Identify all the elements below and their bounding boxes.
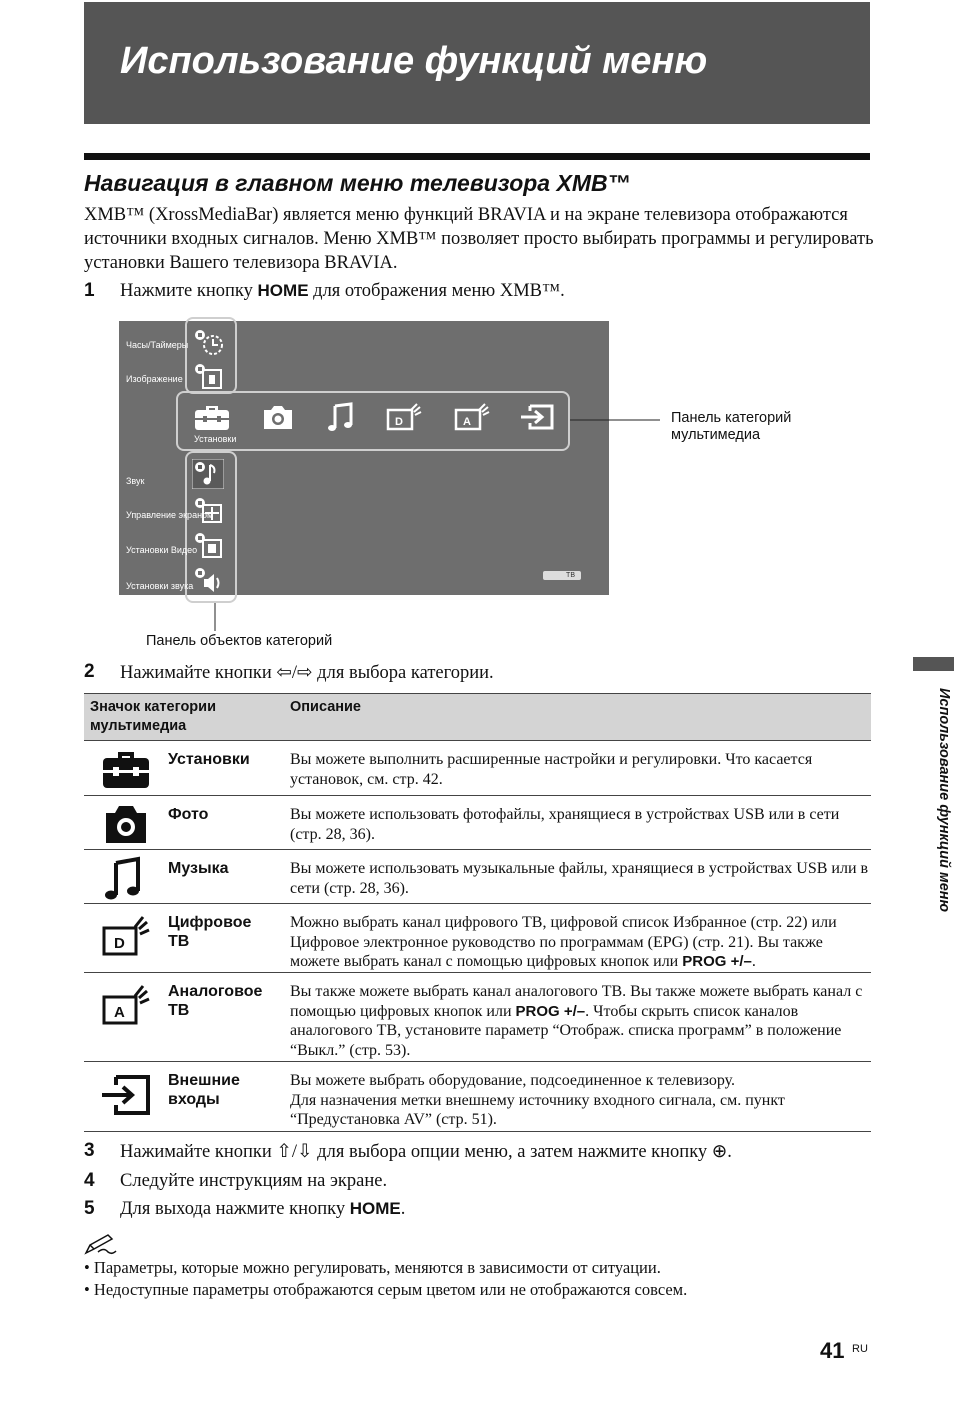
- camera-icon: [100, 801, 152, 847]
- section-title: Навигация в главном меню телевизора XMB™: [84, 170, 631, 196]
- svg-text:A: A: [114, 1004, 125, 1021]
- table-header: [84, 693, 871, 741]
- memo-pencil-icon: [84, 1233, 118, 1255]
- category-description: Вы также можете выбрать канал аналогового ТВ. Вы также можете выбрать канал с помощью цифровых кнопок или PROG +/–. Чтобы скрыть список каналов аналогового ТВ, установите параметр “Отображ. списка программ” в положение “Выкл.” (стр. 53).: [290, 983, 863, 1059]
- digital-tv-icon: [100, 912, 152, 958]
- category-name: Музыка: [168, 860, 229, 877]
- selected-category-label: Установки: [194, 434, 237, 444]
- menu-item-screen-control: Управление экраном: [126, 510, 214, 520]
- intro-paragraph: XMB™ (XrossMediaBar) является меню функций BRAVIA и на экране телевизора отображаются источники входных сигналов. Меню XMB™ позволяет просто выбирать программы и регулировать установки Вашего телевизора BRAVIA.: [84, 205, 874, 273]
- chapter-title: Использование функций меню: [120, 40, 708, 82]
- digital-tv-icon: [384, 400, 424, 434]
- prog-key: PROG +/–: [682, 953, 752, 970]
- note-item: • Недоступные параметры отображаются серым цветом или не отображаются совсем.: [84, 1280, 688, 1299]
- svg-text:D: D: [114, 935, 125, 952]
- chapter-banner: [84, 2, 870, 124]
- home-key: HOME: [349, 1199, 401, 1218]
- table-row: [84, 796, 871, 850]
- category-name: Внешние входы: [168, 1072, 240, 1108]
- home-key: HOME: [257, 281, 309, 300]
- svg-text:A: A: [463, 416, 471, 428]
- external-input-icon: [100, 1072, 152, 1118]
- menu-item-picture: Изображение: [126, 374, 183, 384]
- chapter-side-label: Использование функций меню: [936, 688, 952, 913]
- camera-icon: [258, 400, 298, 434]
- category-description: Вы можете выбрать оборудование, подсоединенное к телевизору. Для назначения метки внешнему источнику входного сигнала, см. пункт “Предустановка AV” (стр. 51).: [290, 1072, 785, 1128]
- menu-item-audio-settings: Установки звука: [126, 581, 194, 591]
- callout-object-bar: Панель объектов категорий: [146, 633, 333, 649]
- tv-badge: ТВ: [543, 571, 581, 580]
- note-item: • Параметры, которые можно регулировать, меняются в зависимости от ситуации.: [84, 1258, 661, 1277]
- category-description: Вы можете выполнить расширенные настройки и регулировки. Что касается установок, см. стр. 42.: [290, 751, 813, 788]
- music-note-icon: [322, 400, 362, 434]
- analog-tv-icon: [452, 400, 492, 434]
- table-row: [84, 904, 871, 973]
- svg-text:D: D: [395, 416, 403, 428]
- step-number: 5: [84, 1198, 95, 1219]
- category-name: Аналоговое ТВ: [168, 983, 263, 1019]
- table-row: [84, 973, 871, 1062]
- step-number: 3: [84, 1140, 95, 1161]
- section-rule: [84, 153, 870, 160]
- step-number: 2: [84, 661, 95, 682]
- category-description: Вы можете использовать музыкальные файлы, хранящиеся в устройствах USB или в сети (стр. 28, 36).: [290, 860, 869, 897]
- toolbox-icon: [100, 746, 152, 792]
- music-note-icon: [100, 855, 152, 901]
- toolbox-icon: [192, 400, 232, 434]
- header-icon-column: Значок категории мультимедиа: [90, 699, 216, 734]
- table-row: [84, 850, 871, 904]
- chapter-tab: [913, 657, 954, 671]
- category-description: Можно выбрать канал цифрового ТВ, цифровой список Избранное (стр. 22) или Цифровое электронное руководство по программам (EPG) (стр. 21). Вы также можете выбрать канал с помощью цифровых кнопок или PROG +/–.: [290, 914, 837, 970]
- analog-tv-icon: [100, 981, 152, 1027]
- table-row: [84, 741, 871, 796]
- picture-settings-icon: [192, 361, 224, 391]
- step-number: 4: [84, 1170, 95, 1191]
- page-language: RU: [852, 1343, 868, 1355]
- prog-key: PROG +/–: [515, 1002, 586, 1020]
- step-number: 1: [84, 280, 95, 301]
- page-number: 41: [820, 1338, 845, 1363]
- callout-line-objects: [210, 603, 220, 631]
- audio-settings-icon: [192, 565, 224, 595]
- menu-item-clock-timers: Часы/Таймеры: [126, 340, 189, 350]
- category-name: Фото: [168, 806, 209, 823]
- clock-settings-icon: [192, 327, 224, 357]
- category-name: Установки: [168, 751, 250, 768]
- callout-line-media: [570, 415, 660, 425]
- category-name: Цифровое ТВ: [168, 914, 252, 950]
- callout-media-bar: Панель категорий мультимедиа: [671, 410, 792, 443]
- table-row: [84, 1062, 871, 1132]
- category-table: [84, 693, 871, 1132]
- menu-item-video-settings: Установки Видео: [126, 545, 198, 555]
- menu-item-sound: Звук: [126, 476, 145, 486]
- header-description-column: Описание: [290, 699, 361, 715]
- category-description: Вы можете использовать фотофайлы, хранящиеся в устройствах USB или в сети (стр. 28, 36).: [290, 806, 840, 843]
- external-input-icon: [518, 400, 558, 434]
- sound-settings-icon: [192, 459, 224, 489]
